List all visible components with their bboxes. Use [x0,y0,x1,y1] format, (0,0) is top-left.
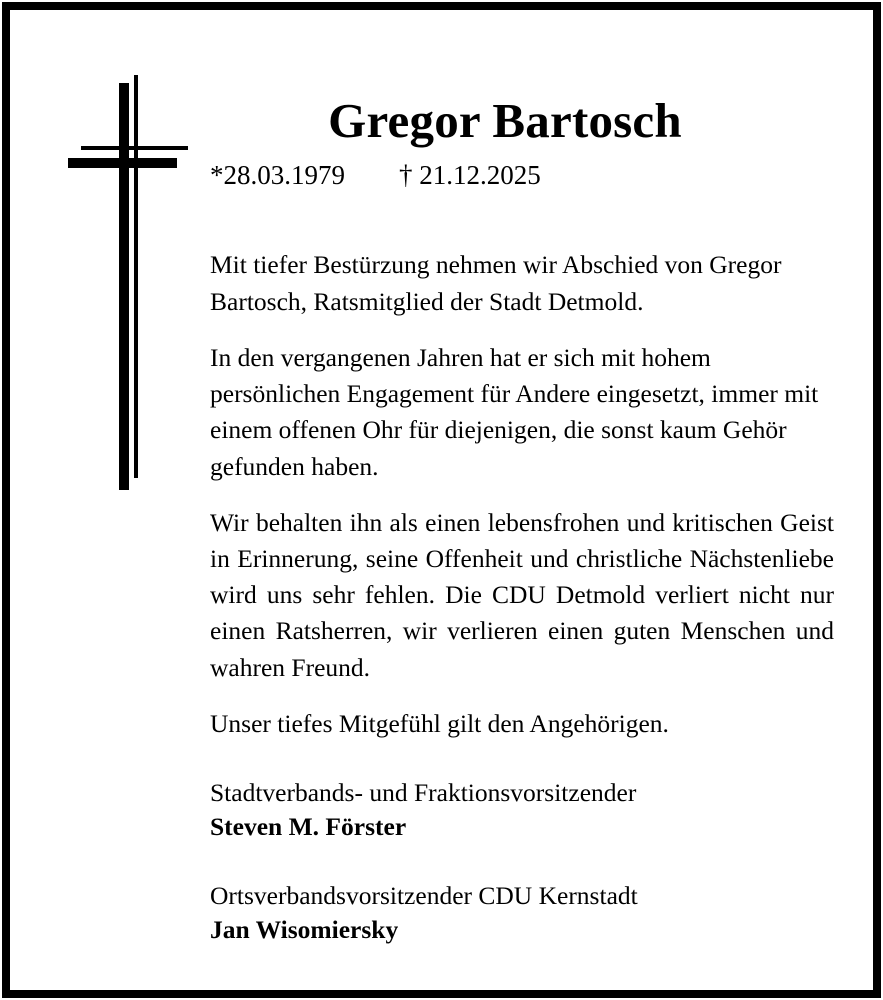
body-paragraph-2: In den vergangenen Jahren hat er sich mit hohem persönlichen Engagement für Andere eingesetzt, immer mit einem offenen Ohr für diejenigen, die sonst kaum Gehör gefunden haben. [210,342,819,481]
notice-content-area [20,20,863,980]
signatory-block-2 [210,879,834,948]
cross-horizontal-thin-bar [81,146,188,150]
signatory-block-1 [210,776,834,845]
signatory-role-2: Ortsverbandsvorsitzender CDU Kernstadt [210,880,638,910]
notice-text-column [210,95,834,948]
signature-spacer-1 [210,742,834,776]
body-paragraph-4: Unser tiefes Mitgefühl gilt den Angehörigen. [210,708,669,738]
life-dates: *28.03.1979 † 21.12.2025 [210,160,541,191]
body-paragraph-3: Wir behalten ihn als einen lebensfrohen und kritischen Geist in Erinnerung, seine Offenheit und christliche Nächstenliebe wird uns sehr fehlen. Die CDU Detmold verliert nicht nur einen Ratsherren, wir verlieren einen guten Menschen und wahren Freund. [210,507,834,682]
signatory-role-1: Stadtverbands- und Fraktionsvorsitzender [210,777,637,807]
signatory-name-2: Jan Wisomiersky [210,915,399,945]
cross-vertical-thick-bar [119,83,129,490]
cross-horizontal-thick-bar [68,158,177,168]
cross-icon [58,65,198,500]
body-paragraph-1: Mit tiefer Bestürzung nehmen wir Abschied von Gregor Bartosch, Ratsmitglied der Stadt Detmold. [210,250,782,316]
mourning-border [2,2,881,998]
signature-spacer-2 [210,845,834,879]
signatory-name-1: Steven M. Förster [210,812,407,842]
cross-vertical-thin-bar [134,75,138,478]
deceased-name: Gregor Bartosch [328,93,682,148]
